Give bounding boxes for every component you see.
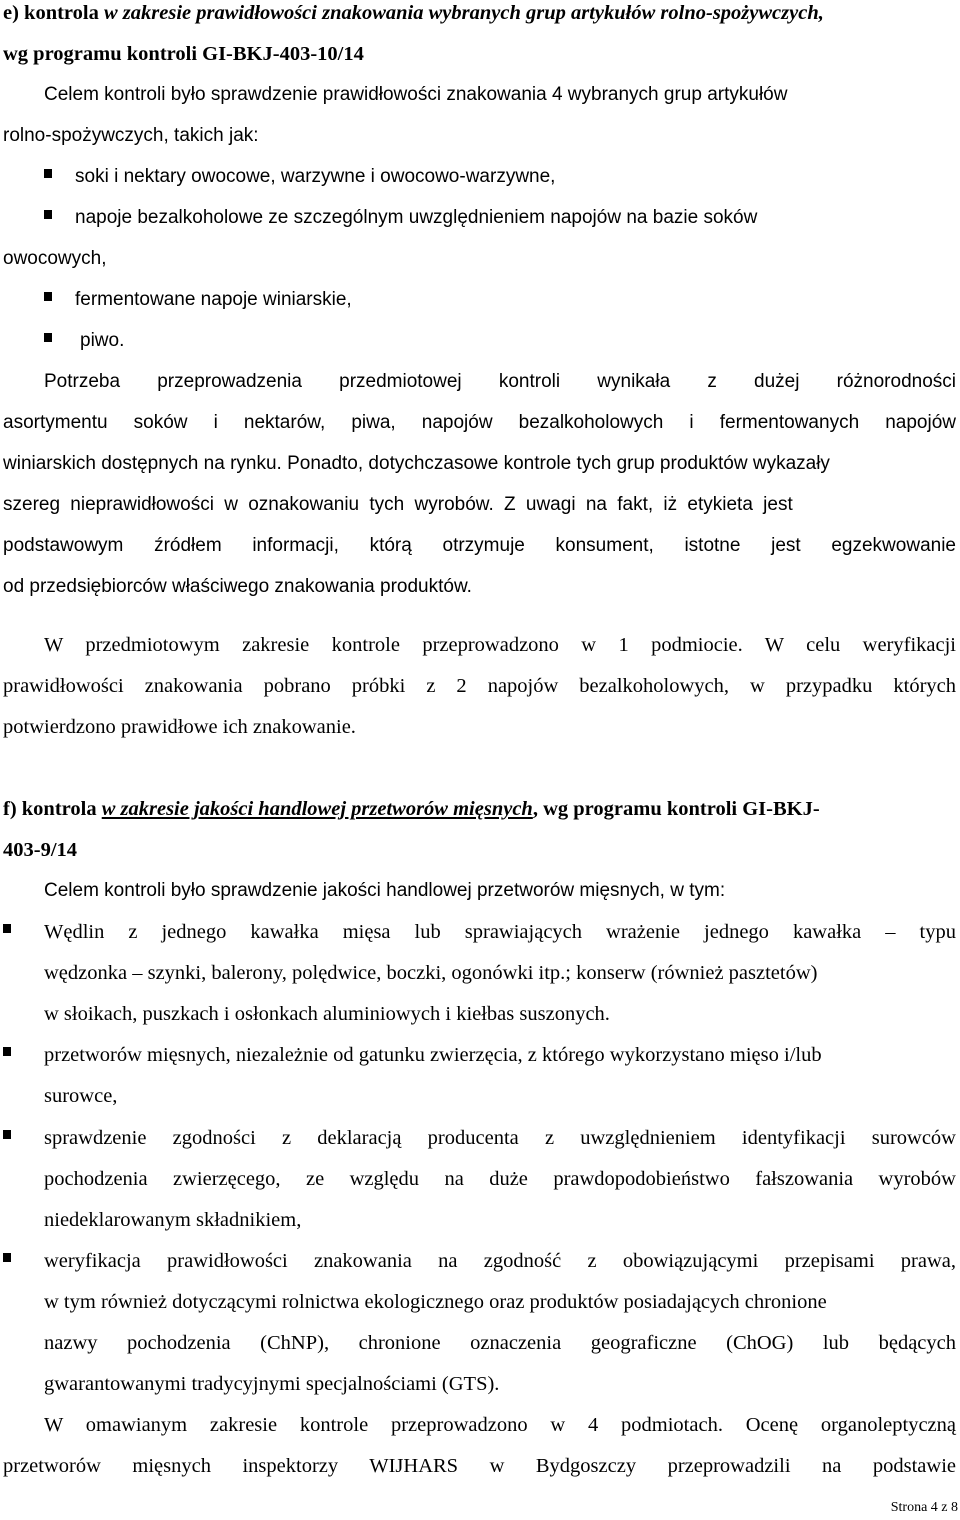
bullet-square-icon <box>44 292 52 301</box>
section-e-para1-line3 <box>3 450 830 478</box>
section-e-heading <box>3 0 824 27</box>
section-f-closing-line2: przetworów mięsnych inspektorzy WIJHARS w Bydgoszczy przeprowadzili na podstawie <box>3 1455 956 1477</box>
section-e-para1-line1: Potrzeba przeprowadzenia przedmiotowej kontroli wynikała z dużej różnorodności <box>44 371 956 392</box>
section-f-bullet-4-line3: nazwy pochodzenia (ChNP), chronione oznaczenia geograficzne (ChOG) lub będących <box>44 1332 956 1354</box>
section-f-bullet-2-line2: surowce, <box>44 1085 118 1107</box>
section-f-bullet-3-line1: sprawdzenie zgodności z deklaracją producenta z uwzględnieniem identyfikacji surowców <box>44 1127 956 1149</box>
para1-text-a: winiarskich dostępnych na rynku. <box>3 453 282 474</box>
section-e-para1-line4 <box>3 491 793 519</box>
section-f-bullet-2-line1: przetworów mięsnych, niezależnie od gatunku zwierzęcia, z którego wykorzystano mięso i/lub <box>44 1044 822 1066</box>
bullet-square-icon <box>44 169 52 178</box>
bullet-square-icon <box>3 1130 11 1139</box>
bullet-square-icon <box>3 1253 11 1262</box>
section-e-heading-line2: wg programu kontroli GI-BKJ-403-10/14 <box>3 43 364 65</box>
bullet-square-icon <box>44 210 52 219</box>
section-e-bullet-3: fermentowane napoje winiarskie, <box>75 289 352 310</box>
para1-text-d: Z uwagi na fakt, iż etykieta jest <box>493 494 793 515</box>
bullet-square-icon <box>3 1047 11 1056</box>
section-e-para2-line1: W przedmiotowym zakresie kontrole przeprowadzono w 1 podmiocie. W celu weryfikacji <box>44 634 956 656</box>
section-f-bullet-1-line3: w słoikach, puszkach i osłonkach aluminiowych i kiełbas suszonych. <box>44 1003 610 1025</box>
para1-text-c: szereg nieprawidłowości w oznakowaniu tych wyrobów. <box>3 494 494 515</box>
section-f-bullet-4-line1: weryfikacja prawidłowości znakowania na zgodność z obowiązującymi przepisami prawa, <box>44 1250 956 1272</box>
bullet-square-icon <box>44 333 52 342</box>
section-f-bullet-4-line4: gwarantowanymi tradycyjnymi specjalnościami (GTS). <box>44 1373 500 1395</box>
section-e-bullet-4: piwo. <box>80 330 125 351</box>
section-f-heading-tail: , wg programu kontroli GI-BKJ- <box>532 798 820 820</box>
section-f-heading <box>3 795 820 823</box>
section-e-bullet-1: soki i nektary owocowe, warzywne i owocowo-warzywne, <box>75 166 556 187</box>
section-e-bullet-2-cont: owocowych, <box>3 248 107 269</box>
section-e-para2-line3: potwierdzono prawidłowe ich znakowanie. <box>3 716 356 738</box>
bullet-square-icon <box>3 924 11 933</box>
section-f-bullet-4-line2: w tym również dotyczącymi rolnictwa ekologicznego oraz produktów posiadających chronione <box>44 1291 827 1313</box>
section-f-bullet-3-line2: pochodzenia zwierzęcego, ze względu na duże prawdopodobieństwo fałszowania wyrobów <box>44 1168 956 1190</box>
section-e-intro-cont: rolno-spożywczych, takich jak: <box>3 125 259 146</box>
section-f-heading-italic: w zakresie jakości handlowej przetworów mięsnych <box>101 798 533 820</box>
section-f-bullet-1-line2: wędzonka – szynki, balerony, polędwice, boczki, ogonówki itp.; konserw (również pasztetów) <box>44 962 818 984</box>
section-e-para2-line2: prawidłowości znakowania pobrano próbki z 2 napojów bezalkoholowych, w przypadku których <box>3 675 956 697</box>
section-e-bullet-2: napoje bezalkoholowe ze szczególnym uwzględnieniem napojów na bazie soków <box>75 207 758 228</box>
para1-text-b: Ponadto, dotychczasowe kontrole tych grup produktów wykazały <box>281 453 830 474</box>
section-e-para1-line2: asortymentu soków i nektarów, piwa, napojów bezalkoholowych i fermentowanych napojów <box>3 412 956 433</box>
page-number: Strona 4 z 8 <box>890 1500 958 1515</box>
section-f-intro: Celem kontroli było sprawdzenie jakości handlowej przetworów mięsnych, w tym: <box>44 880 726 901</box>
section-f-heading-line2: 403-9/14 <box>3 839 78 861</box>
section-e-heading-italic: w zakresie prawidłowości znakowania wybranych grup artykułów rolno-spożywczych, <box>103 2 824 24</box>
section-f-heading-label: f) kontrola <box>3 798 102 820</box>
section-f-bullet-3-line3: niedeklarowanym składnikiem, <box>44 1209 302 1231</box>
section-f-closing-line1: W omawianym zakresie kontrole przeprowadzono w 4 podmiotach. Ocenę organoleptyczną <box>44 1414 956 1436</box>
section-e-para1-line6: od przedsiębiorców właściwego znakowania produktów. <box>3 576 472 597</box>
section-f-bullet-1-line1: Wędlin z jednego kawałka mięsa lub sprawiających wrażenie jednego kawałka – typu <box>44 921 956 943</box>
section-e-para1-line5: podstawowym źródłem informacji, którą otrzymuje konsument, istotne jest egzekwowanie <box>3 535 956 556</box>
section-e-intro: Celem kontroli było sprawdzenie prawidłowości znakowania 4 wybranych grup artykułów <box>44 84 788 105</box>
section-e-heading-label: e) kontrola <box>3 2 104 24</box>
